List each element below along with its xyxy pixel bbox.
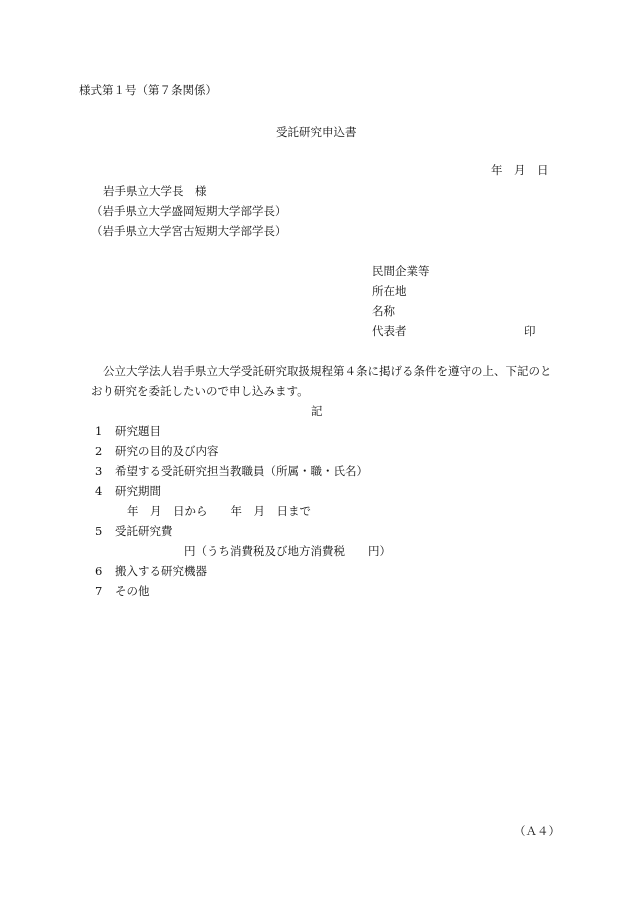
ki-heading: 記 (311, 404, 323, 418)
body-text-line-2: おり研究を委託したいので申し込みます。 (91, 384, 309, 398)
item-label-other: その他 (115, 584, 150, 598)
item-label-fee: 受託研究費 (115, 524, 173, 538)
body-text-line-1: 公立大学法人岩手県立大学受託研究取扱規程第４条に掲げる条件を遵守の上、下記のと (103, 364, 552, 378)
item-number: 6 (95, 564, 103, 578)
item-number: 1 (95, 424, 103, 438)
item-number: 5 (95, 524, 103, 538)
item-label-research-title: 研究題目 (115, 424, 161, 438)
item-label-period: 研究期間 (115, 484, 161, 498)
item-label-equipment: 搬入する研究機器 (115, 564, 207, 578)
item-number: 3 (95, 464, 103, 478)
item-number: 2 (95, 444, 103, 458)
addressee-miyako: （岩手県立大学宮古短期大学部学長） (91, 224, 287, 238)
item-label-purpose: 研究の目的及び内容 (115, 444, 219, 458)
seal-mark: 印 (524, 324, 536, 338)
addressee-morioka: （岩手県立大学盛岡短期大学部学長） (91, 204, 287, 218)
applicant-category: 民間企業等 (372, 264, 430, 278)
form-number: 様式第１号（第７条関係） (79, 83, 217, 97)
item-number: 7 (95, 584, 103, 598)
fee-line: 円（うち消費税及び地方消費税 円） (184, 544, 391, 558)
applicant-representative-label: 代表者 (372, 324, 407, 338)
date-line: 年 月 日 (491, 163, 549, 177)
item-number: 4 (95, 484, 103, 498)
document-title: 受託研究申込書 (276, 125, 357, 139)
paper-size-label: （Ａ４） (514, 824, 560, 838)
period-line: 年 月 日から 年 月 日まで (127, 504, 311, 518)
applicant-address-label: 所在地 (372, 284, 407, 298)
addressee-president: 岩手県立大学長 様 (103, 184, 207, 198)
applicant-name-label: 名称 (372, 304, 395, 318)
item-label-staff: 希望する受託研究担当教職員（所属・職・氏名） (115, 464, 368, 478)
